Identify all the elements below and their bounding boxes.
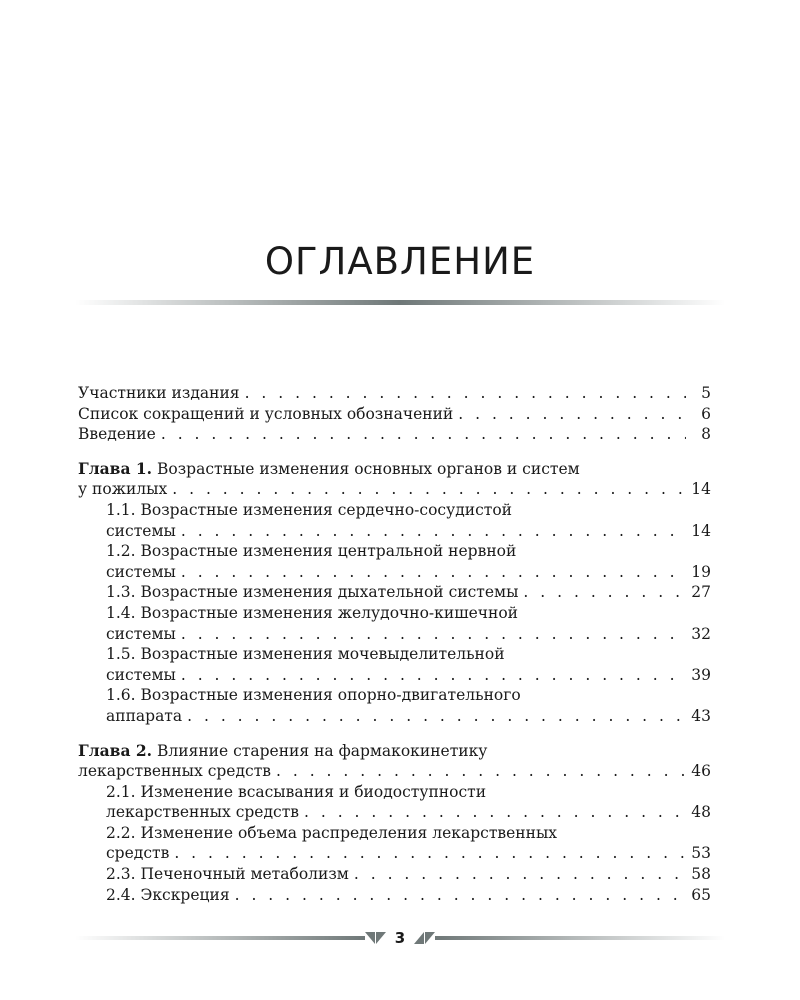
toc-section-2-4[interactable] [78, 885, 711, 906]
table-of-contents [78, 383, 711, 905]
footer-rule-right [435, 936, 725, 940]
toc-page: 46 [691, 762, 711, 781]
toc-section-2-3[interactable] [78, 864, 711, 885]
section-title: 1.1. Возрастные изменения сердечно-сосудистой [106, 500, 512, 519]
section-title-cont: системы [106, 624, 176, 643]
toc-page: 58 [691, 865, 711, 884]
toc-page: 43 [691, 706, 711, 725]
section-title: 1.6. Возрастные изменения опорно-двигательного [106, 686, 521, 705]
chapter-title-cont: у пожилых [78, 480, 168, 499]
toc-entry-abbreviations[interactable] [78, 404, 711, 425]
toc-section-1-6[interactable] [78, 685, 711, 726]
toc-page: 6 [701, 404, 711, 423]
toc-section-1-4[interactable] [78, 603, 711, 644]
section-title-cont: средств [106, 844, 170, 863]
chapter-title: Влияние старения на фармакокинетику [152, 741, 488, 760]
section-title-cont: системы [106, 665, 176, 684]
section-title-cont: лекарственных средств [106, 803, 299, 822]
section-title-cont: аппарата [106, 706, 183, 725]
toc-page: 19 [691, 562, 711, 581]
toc-label: Список сокращений и условных обозначений [78, 404, 454, 423]
toc-page: 14 [691, 521, 711, 540]
section-title-cont: системы [106, 521, 176, 540]
toc-page: 8 [701, 425, 711, 444]
toc-section-1-3[interactable] [78, 582, 711, 603]
section-title-cont: системы [106, 562, 176, 581]
toc-page: 27 [691, 583, 711, 602]
toc-section-1-2[interactable] [78, 541, 711, 582]
toc-page: 48 [691, 803, 711, 822]
chapter-number: Глава 1. [78, 458, 153, 478]
page-title: ОГЛАВЛЕНИЕ [264, 240, 536, 283]
chevron-left-ornament-icon [365, 932, 387, 944]
toc-section-2-1[interactable] [78, 782, 711, 823]
toc-page: 32 [691, 624, 711, 643]
chevron-right-ornament-icon [413, 932, 435, 944]
section-title: 2.1. Изменение всасывания и биодоступности [106, 782, 487, 801]
toc-entry-introduction[interactable] [78, 424, 711, 445]
toc-chapter-2[interactable] [78, 741, 711, 782]
toc-section-1-1[interactable] [78, 500, 711, 541]
page-footer [75, 928, 725, 948]
title-rule [75, 300, 725, 305]
section-title: 2.3. Печеночный метаболизм [106, 865, 349, 884]
section-title: 1.3. Возрастные изменения дыхательной системы [106, 583, 519, 602]
toc-section-1-5[interactable] [78, 644, 711, 685]
toc-page: 53 [691, 844, 711, 863]
toc-page: 39 [691, 665, 711, 684]
toc-label: Участники издания [78, 384, 240, 402]
section-title: 1.4. Возрастные изменения желудочно-кишечной [106, 603, 519, 622]
toc-page: 14 [691, 480, 711, 499]
section-title: 2.2. Изменение объема распределения лекарственных [106, 823, 558, 842]
toc-section-2-2[interactable] [78, 823, 711, 864]
toc-page: 5 [701, 384, 711, 402]
section-title: 1.5. Возрастные изменения мочевыделительной [106, 645, 505, 664]
toc-entry-participants[interactable] [78, 383, 711, 404]
chapter-title-cont: лекарственных средств [78, 762, 271, 781]
footer-rule-left [75, 936, 365, 940]
toc-label: Введение [78, 425, 156, 444]
toc-page: 65 [691, 885, 711, 904]
page-number: 3 [394, 929, 406, 947]
section-title: 1.2. Возрастные изменения центральной нервной [106, 542, 517, 561]
chapter-number: Глава 2. [78, 740, 153, 760]
toc-chapter-1[interactable] [78, 459, 711, 500]
chapter-title: Возрастные изменения основных органов и систем [152, 459, 580, 478]
section-title: 2.4. Экскреция [106, 885, 230, 904]
